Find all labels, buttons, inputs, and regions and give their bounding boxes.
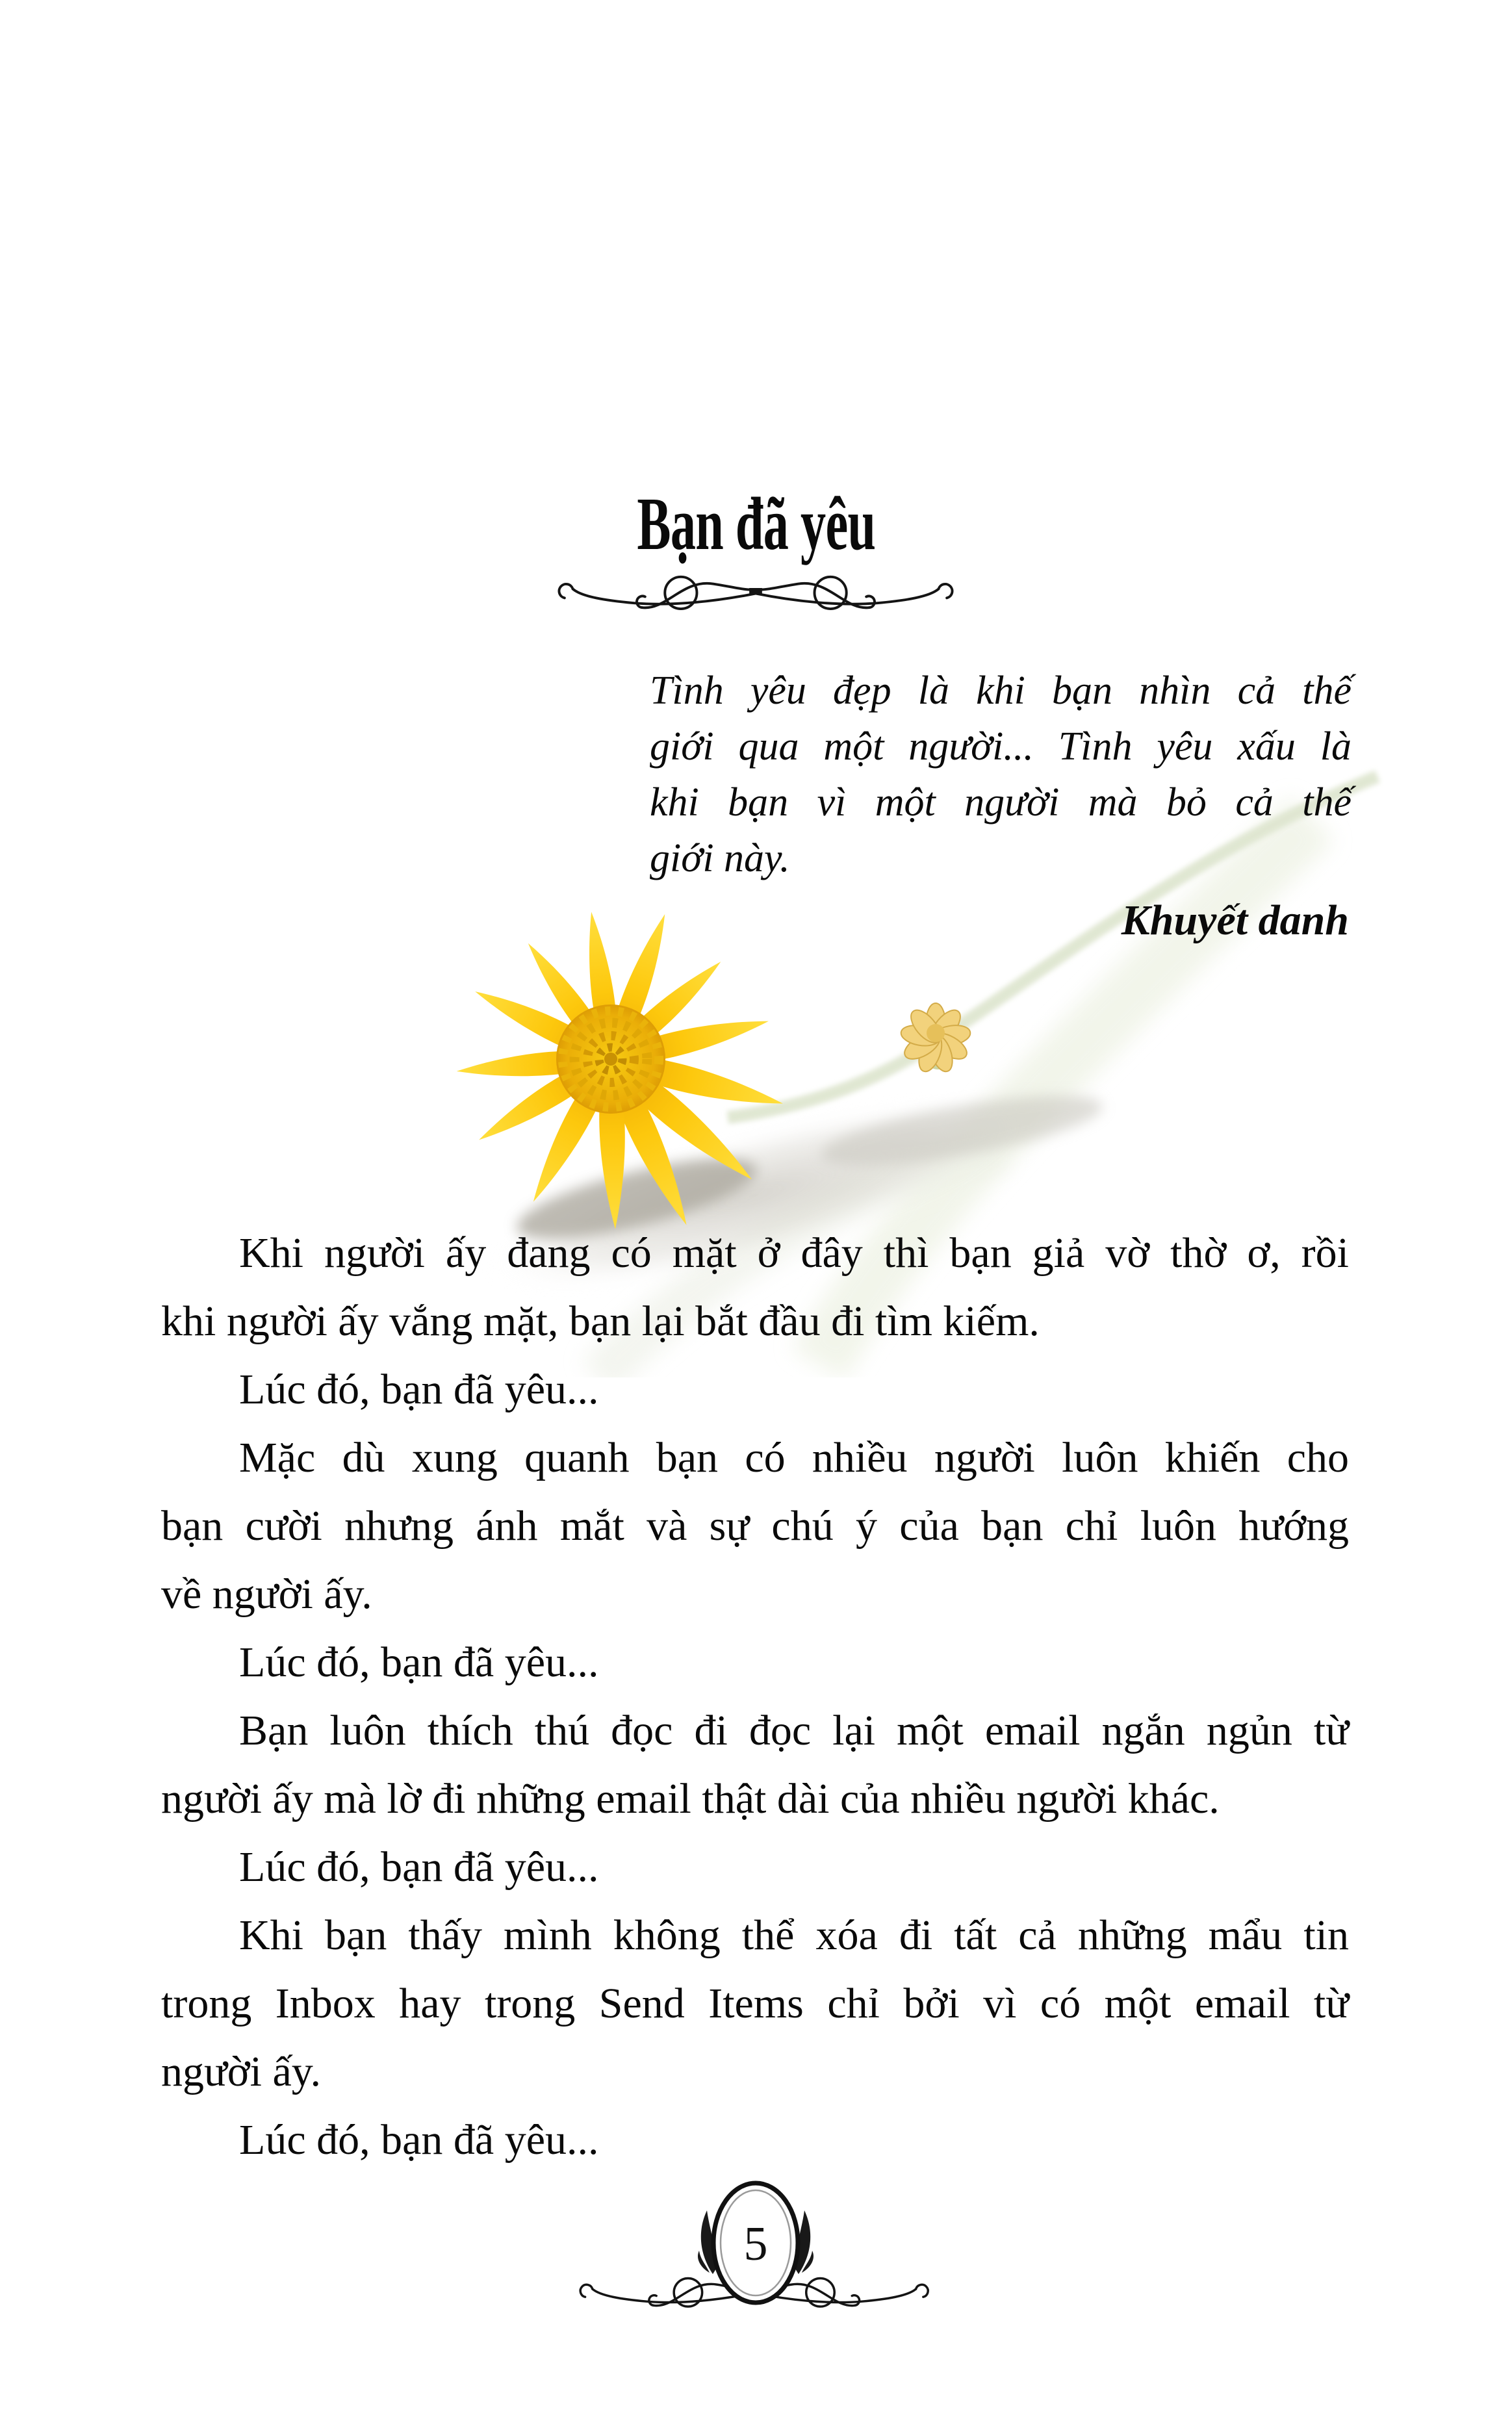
page-title [0,483,1512,565]
body-text-line: Lúc đó, bạn đã yêu... [239,1843,599,1891]
page-number-ornament [533,2170,981,2333]
page-number: 5 [743,2218,768,2271]
quote-line: Tình yêu đẹp là khi bạn nhìn cả thế [650,669,1352,713]
quote-attribution: Khuyết danh [1121,897,1349,944]
quote-line: giới này. [650,836,790,880]
body-text-line: về người ấy. [161,1570,372,1618]
quote-line: khi bạn vì một người mà bỏ cả thế [650,780,1352,825]
body-text-line: khi người ấy vắng mặt, bạn lại bắt đầu đi tìm kiếm. [161,1298,1040,1345]
epigraph-quote [650,663,1352,886]
flower-disc [556,1004,665,1114]
body-text [161,1219,1349,2174]
page-title-text: Bạn đã yêu [637,483,875,565]
body-text-line: người ấy. [161,2048,322,2095]
body-text-line: Lúc đó, bạn đã yêu... [239,1639,599,1686]
title-flourish-ornament-icon [557,565,954,616]
body-text-line: Khi bạn thấy mình không thể xóa đi tất cả những mẩu tin [239,1912,1349,1959]
body-text-line: bạn cười nhưng ánh mắt và sự chú ý của bạn chỉ luôn hướng [161,1502,1349,1550]
body-text-line: trong Inbox hay trong Send Items chỉ bởi vì có một email từ [161,1980,1349,2027]
body-text-line: Mặc dù xung quanh bạn có nhiều người luôn khiến cho [239,1434,1349,1481]
body-text-line: Khi người ấy đang có mặt ở đây thì bạn giả vờ thờ ơ, rồi [239,1229,1349,1277]
body-text-line: Lúc đó, bạn đã yêu... [239,2116,599,2164]
body-text-line: Lúc đó, bạn đã yêu... [239,1366,599,1413]
body-text-line: Bạn luôn thích thú đọc đi đọc lại một email ngắn ngủn từ [239,1707,1349,1754]
quote-line: giới qua một người... Tình yêu xấu là [650,724,1352,769]
body-text-line: người ấy mà lờ đi những email thật dài của nhiều người khác. [161,1775,1220,1823]
